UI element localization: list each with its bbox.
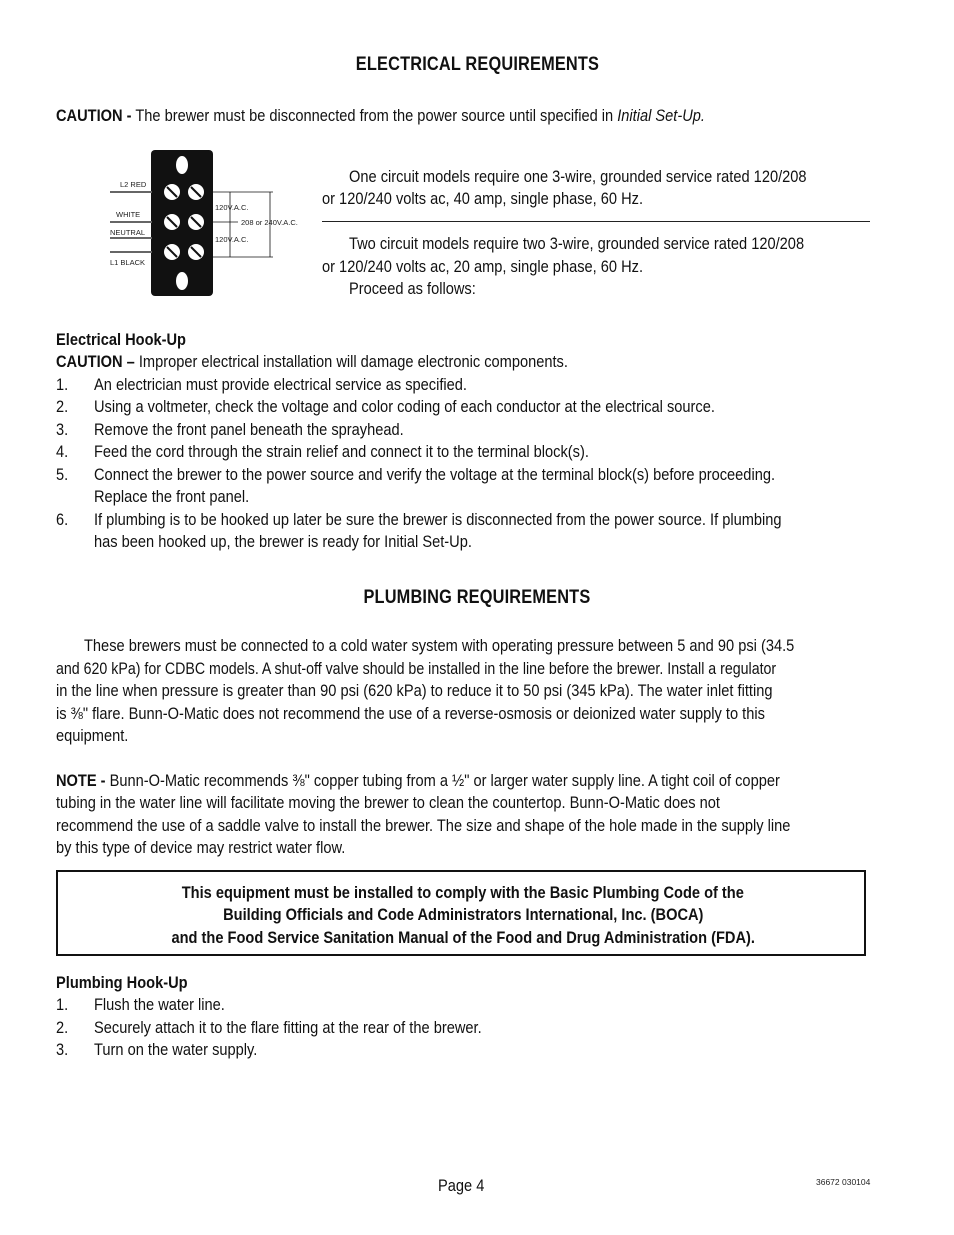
caution-label: CAUTION -: [56, 106, 132, 125]
step-number: 3.: [56, 420, 69, 439]
para-line: and 620 kPa) for CDBC models. A shut-off valve should be installed in the line before the brewer. Install a regulator: [56, 659, 777, 678]
step-text-cont: Replace the front panel.: [94, 487, 250, 506]
step-text-cont: has been hooked up, the brewer is ready for Initial Set-Up.: [94, 532, 472, 551]
electrical-caution: [56, 105, 705, 128]
electrical-hookup-title: Electrical Hook-Up: [56, 330, 186, 349]
para-line: These brewers must be connected to a cold water system with operating pressure between 5 and 90 psi (34.5: [84, 636, 795, 655]
step-number: 6.: [56, 510, 69, 529]
para-line: is ⅜" flare. Bunn-O-Matic does not recommend the use of a reverse-osmosis or deionized water supply to this: [56, 704, 765, 723]
caution-text: The brewer must be disconnected from the power source until specified in: [131, 106, 618, 125]
page-number: Page 4: [438, 1176, 485, 1195]
one-circuit-line-2: or 120/240 volts ac, 40 amp, single phase, 60 Hz.: [322, 189, 644, 208]
note-text: Bunn-O-Matic recommends ⅜" copper tubing from a ½" or larger water supply line. A tight coil of copper: [105, 771, 780, 790]
hookup-caution-label: CAUTION –: [56, 352, 135, 371]
step-text: Flush the water line.: [94, 995, 225, 1014]
step-text: Turn on the water supply.: [94, 1040, 258, 1059]
plumbing-heading: PLUMBING REQUIREMENTS: [363, 587, 591, 608]
note-label: NOTE -: [56, 771, 106, 790]
step-number: 2.: [56, 1018, 69, 1037]
step-number: 2.: [56, 397, 69, 416]
caution-italic: Initial Set-Up.: [617, 106, 705, 125]
label-neutral: NEUTRAL: [110, 228, 146, 237]
step-number: 3.: [56, 1040, 69, 1059]
terminal-block-diagram: [108, 148, 308, 298]
step-number: 1.: [56, 375, 69, 394]
step-text: Securely attach it to the flare fitting at the rear of the brewer.: [94, 1018, 482, 1037]
mount-hole-bottom: [176, 272, 188, 290]
document-code: 36672 030104: [816, 1177, 871, 1187]
compliance-line: Building Officials and Code Administrators International, Inc. (BOCA): [222, 905, 704, 924]
step-text: If plumbing is to be hooked up later be sure the brewer is disconnected from the power source. If plumbing: [94, 510, 782, 529]
two-circuit-line-1: Two circuit models require two 3-wire, grounded service rated 120/208: [349, 234, 805, 253]
label-l1-black: L1 BLACK: [110, 258, 146, 267]
para-line: in the line when pressure is greater than 90 psi (620 kPa) to reduce it to 50 psi (345 kPa). The water inlet fitting: [56, 681, 773, 700]
step-number: 5.: [56, 465, 69, 484]
divider-rule: [322, 221, 870, 222]
electrical-heading: ELECTRICAL REQUIREMENTS: [355, 54, 599, 75]
note-line: tubing in the water line will facilitate moving the brewer to clean the countertop. Bunn-O-Matic does not: [56, 793, 720, 812]
step-text: Connect the brewer to the power source and verify the voltage at the terminal block(s) before proceeding.: [94, 465, 776, 484]
label-120v-2: 120V.A.C.: [215, 235, 249, 244]
compliance-box: [56, 870, 866, 956]
compliance-line: This equipment must be installed to comply with the Basic Plumbing Code of the: [181, 883, 745, 902]
electrical-hookup-caution: [56, 351, 568, 374]
compliance-line: and the Food Service Sanitation Manual of the Food and Drug Administration (FDA).: [171, 928, 755, 947]
label-white: WHITE: [116, 210, 141, 219]
wires: [110, 192, 152, 252]
step-text: Using a voltmeter, check the voltage and color coding of each conductor at the electrical source.: [94, 397, 715, 416]
two-circuit-line-2: or 120/240 volts ac, 20 amp, single phase, 60 Hz.: [322, 257, 644, 276]
label-l2-red: L2 RED: [120, 180, 147, 189]
proceed-text: Proceed as follows:: [349, 279, 476, 298]
para-line: equipment.: [56, 726, 129, 745]
step-text: An electrician must provide electrical service as specified.: [94, 375, 467, 394]
label-208-240v: 208 or 240V.A.C.: [241, 218, 298, 227]
one-circuit-line-1: One circuit models require one 3-wire, grounded service rated 120/208: [349, 167, 807, 186]
note-line: by this type of device may restrict water flow.: [56, 838, 346, 857]
mount-hole-top: [176, 156, 188, 174]
step-text: Feed the cord through the strain relief and connect it to the terminal block(s).: [94, 442, 589, 461]
step-number: 4.: [56, 442, 69, 461]
note-line: recommend the use of a saddle valve to install the brewer. The size and shape of the hole made in the supply line: [56, 816, 791, 835]
plumbing-hookup-title: Plumbing Hook-Up: [56, 973, 188, 992]
hookup-caution-text: Improper electrical installation will damage electronic components.: [134, 352, 568, 371]
step-number: 1.: [56, 995, 69, 1014]
step-text: Remove the front panel beneath the sprayhead.: [94, 420, 404, 439]
label-120v-1: 120V.A.C.: [215, 203, 249, 212]
note-line: [56, 770, 780, 793]
